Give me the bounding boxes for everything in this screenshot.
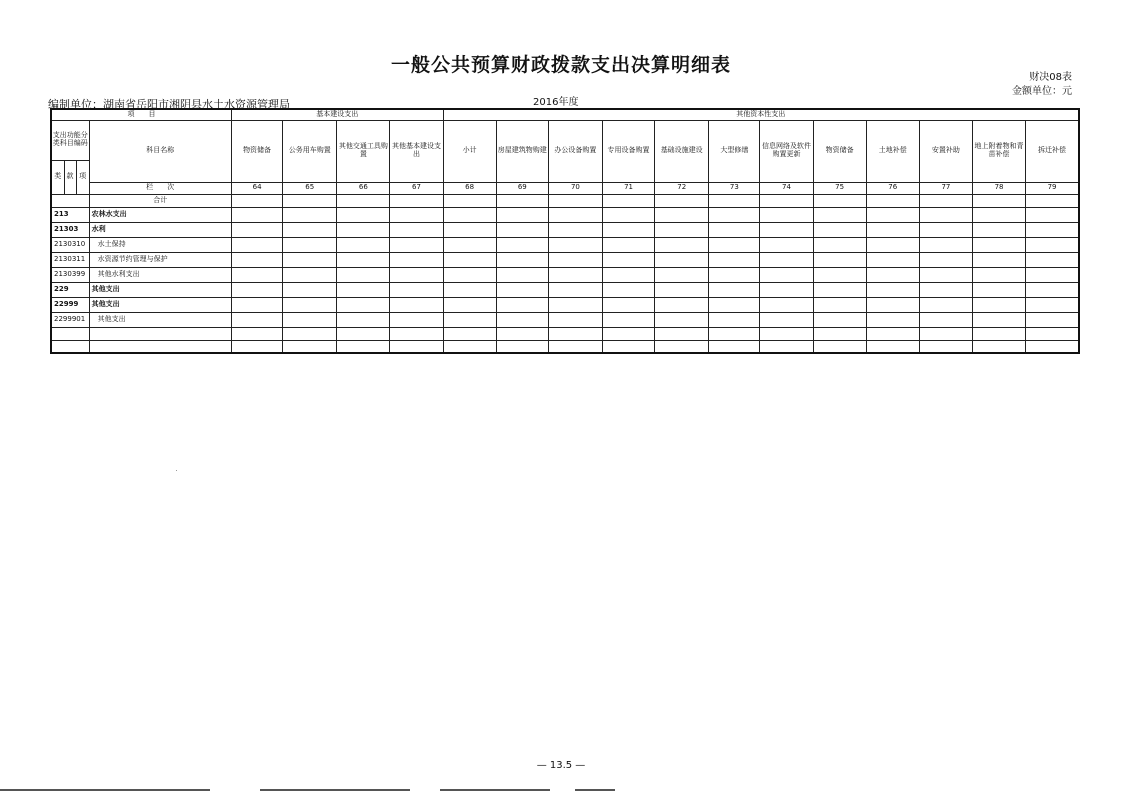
value-cell <box>232 267 283 282</box>
value-cell <box>866 237 919 252</box>
blank-cell <box>760 340 813 353</box>
blank-cell <box>390 340 443 353</box>
total-code-cell <box>51 194 89 207</box>
value-cell <box>919 312 972 327</box>
blank-cell <box>51 327 89 340</box>
other-col-header: 大型修缮 <box>709 120 760 182</box>
value-cell <box>709 312 760 327</box>
total-label: 合计 <box>89 194 231 207</box>
func-class-code-label: 支出功能分类科目编码 <box>51 120 89 160</box>
value-cell <box>972 222 1025 237</box>
blank-cell <box>443 340 496 353</box>
value-cell <box>390 297 443 312</box>
value-cell <box>232 297 283 312</box>
value-cell <box>283 252 337 267</box>
value-cell <box>760 222 813 237</box>
blank-cell <box>866 340 919 353</box>
value-cell <box>760 297 813 312</box>
value-cell <box>1026 267 1079 282</box>
value-cell <box>709 194 760 207</box>
value-cell <box>760 194 813 207</box>
value-cell <box>602 252 654 267</box>
value-cell <box>337 237 390 252</box>
scan-edge-line <box>260 789 410 791</box>
subject-code: 2130399 <box>51 267 89 282</box>
value-cell <box>866 267 919 282</box>
value-cell <box>283 207 337 222</box>
value-cell <box>919 237 972 252</box>
subject-name: 其他支出 <box>89 282 231 297</box>
value-cell <box>548 237 602 252</box>
value-cell <box>866 312 919 327</box>
subject-name: 水利 <box>89 222 231 237</box>
other-col-header: 土地补偿 <box>866 120 919 182</box>
value-cell <box>337 252 390 267</box>
value-cell <box>760 207 813 222</box>
subject-code: 21303 <box>51 222 89 237</box>
value-cell <box>866 222 919 237</box>
other-col-header: 物资储备 <box>813 120 866 182</box>
value-cell <box>602 222 654 237</box>
value-cell <box>283 267 337 282</box>
value-cell <box>655 267 709 282</box>
value-cell <box>1026 237 1079 252</box>
subject-code: 229 <box>51 282 89 297</box>
value-cell <box>602 297 654 312</box>
other-col-header: 信息网络及软件购置更新 <box>760 120 813 182</box>
column-number: 77 <box>919 182 972 194</box>
column-number: 72 <box>655 182 709 194</box>
blank-cell <box>283 340 337 353</box>
value-cell <box>1026 222 1079 237</box>
page-title: 一般公共预算财政拨款支出决算明细表 <box>390 54 731 76</box>
value-cell <box>919 252 972 267</box>
value-cell <box>655 207 709 222</box>
subject-name: 其他水利支出 <box>89 267 231 282</box>
blank-cell <box>232 327 283 340</box>
value-cell <box>972 267 1025 282</box>
value-cell <box>655 252 709 267</box>
value-cell <box>232 237 283 252</box>
value-cell <box>760 282 813 297</box>
other-col-header: 专用设备购置 <box>602 120 654 182</box>
value-cell <box>866 207 919 222</box>
value-cell <box>337 267 390 282</box>
value-cell <box>548 252 602 267</box>
other-col-header: 地上附着物和青苗补偿 <box>972 120 1025 182</box>
value-cell <box>972 194 1025 207</box>
value-cell <box>813 237 866 252</box>
value-cell <box>232 207 283 222</box>
value-cell <box>390 207 443 222</box>
value-cell <box>443 207 496 222</box>
basic-construction-group: 基本建设支出 <box>232 109 444 120</box>
value-cell <box>443 194 496 207</box>
amount-unit: 金额单位：元 <box>1012 86 1072 97</box>
value-cell <box>709 282 760 297</box>
table-row <box>51 237 1079 252</box>
blank-cell <box>813 327 866 340</box>
fiscal-year: 2016年度 <box>533 97 579 108</box>
value-cell <box>496 207 548 222</box>
value-cell <box>1026 282 1079 297</box>
other-col-header: 基础设施建设 <box>655 120 709 182</box>
value-cell <box>283 282 337 297</box>
value-cell <box>655 312 709 327</box>
value-cell <box>602 267 654 282</box>
value-cell <box>709 252 760 267</box>
blank-cell <box>919 327 972 340</box>
other-col-header: 办公设备购置 <box>548 120 602 182</box>
value-cell <box>866 194 919 207</box>
value-cell <box>443 267 496 282</box>
other-col-header: 拆迁补偿 <box>1026 120 1079 182</box>
value-cell <box>760 312 813 327</box>
table-row <box>51 252 1079 267</box>
subject-code: 2130311 <box>51 252 89 267</box>
value-cell <box>232 222 283 237</box>
value-cell <box>232 312 283 327</box>
value-cell <box>443 282 496 297</box>
value-cell <box>496 267 548 282</box>
blank-cell <box>89 327 231 340</box>
value-cell <box>337 297 390 312</box>
value-cell <box>443 252 496 267</box>
value-cell <box>337 312 390 327</box>
value-cell <box>548 207 602 222</box>
value-cell <box>283 237 337 252</box>
blank-cell <box>972 340 1025 353</box>
value-cell <box>919 222 972 237</box>
blank-cell <box>655 327 709 340</box>
value-cell <box>760 252 813 267</box>
value-cell <box>390 312 443 327</box>
value-cell <box>709 207 760 222</box>
basic-col-header: 其他基本建设支出 <box>390 120 443 182</box>
value-cell <box>760 237 813 252</box>
scan-speck <box>176 470 177 471</box>
blank-cell <box>602 340 654 353</box>
subject-name: 农林水支出 <box>89 207 231 222</box>
page-number: — 13.5 — <box>536 760 586 771</box>
subject-name: 水土保持 <box>89 237 231 252</box>
column-number: 76 <box>866 182 919 194</box>
blank-cell <box>972 327 1025 340</box>
value-cell <box>813 312 866 327</box>
table-row <box>51 297 1079 312</box>
blank-cell <box>390 327 443 340</box>
value-cell <box>390 267 443 282</box>
value-cell <box>709 222 760 237</box>
blank-cell <box>1026 340 1079 353</box>
lei-label: 类 <box>51 160 64 194</box>
value-cell <box>602 207 654 222</box>
value-cell <box>232 252 283 267</box>
subject-code: 213 <box>51 207 89 222</box>
value-cell <box>972 237 1025 252</box>
value-cell <box>496 194 548 207</box>
subject-name: 其他支出 <box>89 312 231 327</box>
value-cell <box>972 207 1025 222</box>
blank-cell <box>496 327 548 340</box>
value-cell <box>390 252 443 267</box>
value-cell <box>496 282 548 297</box>
value-cell <box>813 282 866 297</box>
value-cell <box>232 194 283 207</box>
value-cell <box>443 222 496 237</box>
value-cell <box>496 297 548 312</box>
value-cell <box>283 312 337 327</box>
value-cell <box>496 252 548 267</box>
value-cell <box>337 282 390 297</box>
value-cell <box>1026 194 1079 207</box>
blank-cell <box>760 327 813 340</box>
value-cell <box>390 222 443 237</box>
blank-cell <box>232 340 283 353</box>
column-number: 71 <box>602 182 654 194</box>
organization-label: 编制单位：湖南省岳阳市湘阴县水土水资源管理局 <box>48 98 290 111</box>
subject-code: 22999 <box>51 297 89 312</box>
value-cell <box>548 267 602 282</box>
value-cell <box>548 312 602 327</box>
other-col-header: 房屋建筑物购建 <box>496 120 548 182</box>
column-number: 70 <box>548 182 602 194</box>
value-cell <box>548 222 602 237</box>
blank-cell <box>602 327 654 340</box>
value-cell <box>655 297 709 312</box>
basic-col-header: 物资储备 <box>232 120 283 182</box>
project-header: 项 目 <box>51 109 232 120</box>
value-cell <box>443 312 496 327</box>
blank-cell <box>866 327 919 340</box>
table-row <box>51 282 1079 297</box>
subject-code: 2130310 <box>51 237 89 252</box>
value-cell <box>655 282 709 297</box>
value-cell <box>337 194 390 207</box>
value-cell <box>602 237 654 252</box>
basic-col-header: 公务用车购置 <box>283 120 337 182</box>
blank-cell <box>709 340 760 353</box>
scan-edge-line <box>575 789 615 791</box>
value-cell <box>866 297 919 312</box>
value-cell <box>1026 297 1079 312</box>
column-number: 69 <box>496 182 548 194</box>
column-number: 79 <box>1026 182 1079 194</box>
value-cell <box>655 237 709 252</box>
blank-cell <box>337 327 390 340</box>
blank-cell <box>548 340 602 353</box>
value-cell <box>655 222 709 237</box>
value-cell <box>232 282 283 297</box>
other-col-header: 安置补助 <box>919 120 972 182</box>
blank-cell <box>919 340 972 353</box>
column-number: 67 <box>390 182 443 194</box>
value-cell <box>919 282 972 297</box>
value-cell <box>1026 252 1079 267</box>
value-cell <box>1026 312 1079 327</box>
value-cell <box>972 297 1025 312</box>
other-capital-group: 其他资本性支出 <box>443 109 1079 120</box>
value-cell <box>443 237 496 252</box>
blank-cell <box>89 340 231 353</box>
value-cell <box>813 194 866 207</box>
value-cell <box>813 297 866 312</box>
column-number: 75 <box>813 182 866 194</box>
column-number: 73 <box>709 182 760 194</box>
table-row <box>51 312 1079 327</box>
value-cell <box>283 222 337 237</box>
value-cell <box>866 252 919 267</box>
value-cell <box>919 297 972 312</box>
blank-cell <box>496 340 548 353</box>
value-cell <box>709 267 760 282</box>
subject-name-header: 科目名称 <box>89 120 231 182</box>
value-cell <box>919 194 972 207</box>
column-number: 68 <box>443 182 496 194</box>
blank-cell <box>655 340 709 353</box>
value-cell <box>813 222 866 237</box>
kuan-label: 款 <box>64 160 76 194</box>
value-cell <box>813 207 866 222</box>
value-cell <box>972 282 1025 297</box>
column-number: 74 <box>760 182 813 194</box>
scan-edge-line <box>0 789 210 791</box>
table-row <box>51 222 1079 237</box>
value-cell <box>390 237 443 252</box>
value-cell <box>919 207 972 222</box>
subject-name: 水资源节约管理与保护 <box>89 252 231 267</box>
blank-cell <box>51 340 89 353</box>
value-cell <box>602 194 654 207</box>
value-cell <box>709 297 760 312</box>
value-cell <box>496 312 548 327</box>
value-cell <box>972 312 1025 327</box>
form-number: 财决08表 <box>1029 72 1072 83</box>
value-cell <box>283 297 337 312</box>
value-cell <box>548 282 602 297</box>
other-col-header: 小计 <box>443 120 496 182</box>
value-cell <box>655 194 709 207</box>
blank-cell <box>283 327 337 340</box>
value-cell <box>813 267 866 282</box>
value-cell <box>548 194 602 207</box>
value-cell <box>390 194 443 207</box>
column-number: 78 <box>972 182 1025 194</box>
blank-cell <box>813 340 866 353</box>
value-cell <box>496 237 548 252</box>
value-cell <box>602 282 654 297</box>
blank-row <box>51 340 1079 353</box>
table-row <box>51 267 1079 282</box>
expenditure-table <box>50 108 1080 354</box>
blank-cell <box>548 327 602 340</box>
value-cell <box>813 252 866 267</box>
table-row <box>51 207 1079 222</box>
scan-edge-line <box>440 789 550 791</box>
value-cell <box>972 252 1025 267</box>
value-cell <box>760 267 813 282</box>
value-cell <box>866 282 919 297</box>
value-cell <box>337 222 390 237</box>
value-cell <box>548 297 602 312</box>
value-cell <box>283 194 337 207</box>
value-cell <box>919 267 972 282</box>
value-cell <box>337 207 390 222</box>
basic-col-header: 其他交通工具购置 <box>337 120 390 182</box>
blank-cell <box>709 327 760 340</box>
subject-name: 其他支出 <box>89 297 231 312</box>
subject-code: 2299901 <box>51 312 89 327</box>
blank-cell <box>1026 327 1079 340</box>
column-number: 65 <box>283 182 337 194</box>
value-cell <box>709 237 760 252</box>
blank-row <box>51 327 1079 340</box>
value-cell <box>1026 207 1079 222</box>
xiang-label: 项 <box>76 160 89 194</box>
value-cell <box>602 312 654 327</box>
blank-cell <box>337 340 390 353</box>
blank-cell <box>443 327 496 340</box>
value-cell <box>443 297 496 312</box>
lanci-label: 栏 次 <box>89 182 231 194</box>
column-number: 64 <box>232 182 283 194</box>
value-cell <box>496 222 548 237</box>
value-cell <box>390 282 443 297</box>
column-number: 66 <box>337 182 390 194</box>
